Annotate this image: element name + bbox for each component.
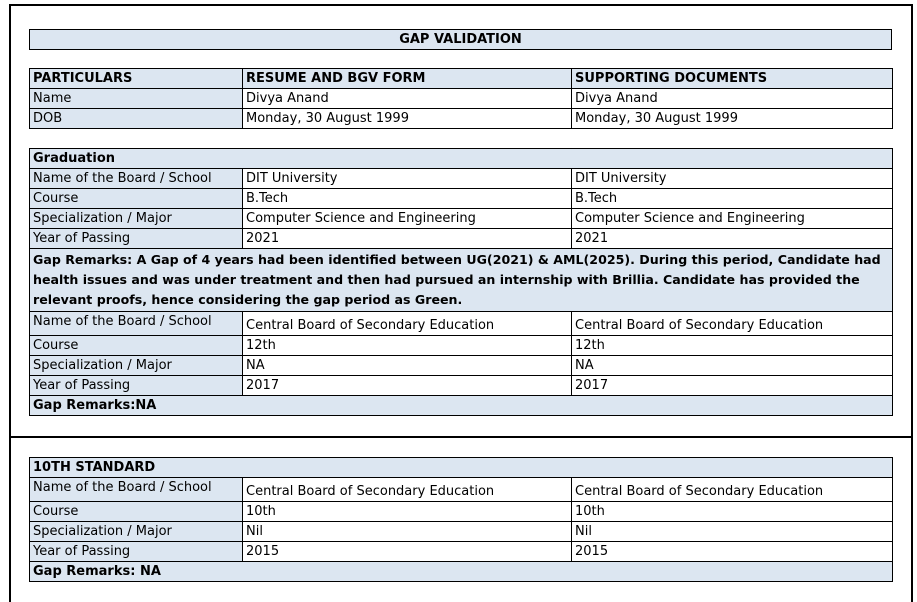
twelfth-board-label: Name of the Board / School [30, 312, 243, 336]
tenth-spec-resume: Nil [243, 522, 572, 542]
title-table [29, 29, 892, 50]
grad-board-docs: DIT University [572, 169, 893, 189]
table-row [30, 89, 893, 109]
grad-course-resume: B.Tech [243, 189, 572, 209]
twelfth-spec-resume: NA [243, 356, 572, 376]
page-title: GAP VALIDATION [30, 30, 892, 50]
tenth-year-resume: 2015 [243, 542, 572, 562]
tenth-course-label: Course [30, 502, 243, 522]
name-label: Name [30, 89, 243, 109]
grad-course-docs: B.Tech [572, 189, 893, 209]
name-resume: Divya Anand [243, 89, 572, 109]
grad-spec-label: Specialization / Major [30, 209, 243, 229]
twelfth-course-resume: 12th [243, 336, 572, 356]
header-row [30, 69, 893, 89]
table-row [30, 109, 893, 129]
graduation-gap-remarks: Gap Remarks: A Gap of 4 years had been identified between UG(2021) & AML(2025). During this period, Candidate had health issues and was under treatment and then had pursued an internship with Brillia. Candidate has provided the relevant proofs, hence considering the gap period as Green. [30, 249, 893, 312]
twelfth-year-resume: 2017 [243, 376, 572, 396]
table-row [30, 542, 893, 562]
header-particulars: PARTICULARS [30, 69, 243, 89]
grad-spec-resume: Computer Science and Engineering [243, 209, 572, 229]
dob-label: DOB [30, 109, 243, 129]
table-row [30, 502, 893, 522]
grad-year-label: Year of Passing [30, 229, 243, 249]
tenth-heading: 10TH STANDARD [30, 458, 893, 478]
twelfth-course-docs: 12th [572, 336, 893, 356]
table-row [30, 312, 893, 336]
tenth-course-resume: 10th [243, 502, 572, 522]
grad-year-resume: 2021 [243, 229, 572, 249]
twelfth-board-resume: Central Board of Secondary Education [243, 312, 572, 336]
tenth-board-resume: Central Board of Secondary Education [243, 478, 572, 502]
tenth-course-docs: 10th [572, 502, 893, 522]
tenth-spec-docs: Nil [572, 522, 893, 542]
tenth-year-docs: 2015 [572, 542, 893, 562]
personal-table [29, 68, 893, 129]
table-row [30, 189, 893, 209]
twelfth-course-label: Course [30, 336, 243, 356]
table-row [30, 522, 893, 542]
header-resume: RESUME AND BGV FORM [243, 69, 572, 89]
twelfth-board-docs: Central Board of Secondary Education [572, 312, 893, 336]
tenth-year-label: Year of Passing [30, 542, 243, 562]
table-row [30, 336, 893, 356]
tenth-table [29, 457, 893, 582]
twelfth-year-docs: 2017 [572, 376, 893, 396]
education-table [29, 148, 893, 416]
tenth-board-docs: Central Board of Secondary Education [572, 478, 893, 502]
table-row [30, 209, 893, 229]
table-row [30, 356, 893, 376]
grad-spec-docs: Computer Science and Engineering [572, 209, 893, 229]
grad-board-resume: DIT University [243, 169, 572, 189]
dob-docs: Monday, 30 August 1999 [572, 109, 893, 129]
table-row [30, 169, 893, 189]
dob-resume: Monday, 30 August 1999 [243, 109, 572, 129]
twelfth-spec-label: Specialization / Major [30, 356, 243, 376]
table-row [30, 376, 893, 396]
table-row [30, 478, 893, 502]
tenth-gap-remarks: Gap Remarks: NA [30, 562, 893, 582]
name-docs: Divya Anand [572, 89, 893, 109]
twelfth-year-label: Year of Passing [30, 376, 243, 396]
tenth-board-label: Name of the Board / School [30, 478, 243, 502]
table-row [30, 229, 893, 249]
twelfth-spec-docs: NA [572, 356, 893, 376]
header-supporting: SUPPORTING DOCUMENTS [572, 69, 893, 89]
tenth-spec-label: Specialization / Major [30, 522, 243, 542]
graduation-heading: Graduation [30, 149, 893, 169]
grad-course-label: Course [30, 189, 243, 209]
grad-board-label: Name of the Board / School [30, 169, 243, 189]
grad-year-docs: 2021 [572, 229, 893, 249]
twelfth-gap-remarks: Gap Remarks:NA [30, 396, 893, 416]
